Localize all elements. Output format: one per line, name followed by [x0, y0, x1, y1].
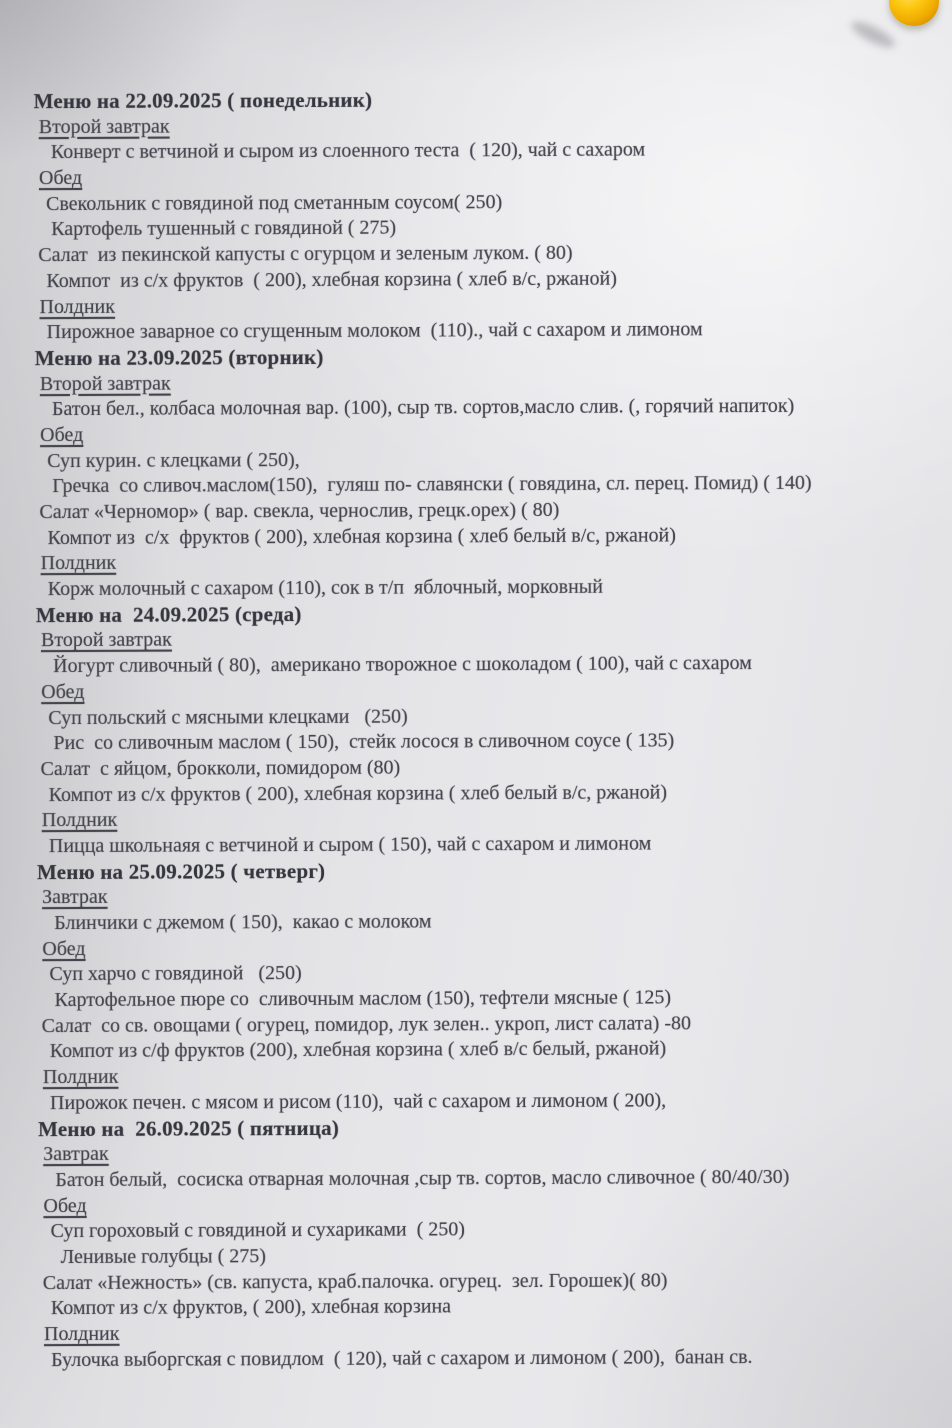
menu-item-line: Компот из с/х фруктов ( 200), хлебная корзина ( хлеб белый в/с, ржаной) [47, 524, 676, 549]
menu-item-line: Компот из с/х фруктов ( 200), хлебная корзина ( хлеб в/с, ржаной) [46, 267, 617, 292]
menu-item-line: Гречка со сливоч.маслом(150), гуляш по- славянски ( говядина, сл. перец. Помид) ( 140) [52, 472, 812, 498]
meal-section-label: Обед [41, 680, 85, 703]
menu-item-line: Суп харчо с говядиной (250) [49, 962, 302, 986]
meal-section-label: Полдник [43, 1322, 120, 1346]
menu-item-line: Картофельное пюре со сливочным маслом (150), тефтели мясные ( 125) [54, 986, 672, 1012]
menu-day [35, 342, 948, 603]
meal-section-label: Второй завтрак [40, 629, 172, 652]
meal-section-label: Второй завтрак [38, 115, 170, 138]
meal-section-label: Полдник [39, 295, 116, 318]
push-pin-icon [889, 0, 939, 26]
meal-section-label: Обед [42, 937, 86, 960]
meal-section-label: Обед [40, 423, 84, 447]
menu-item-line: Свекольник с говядиной под сметанным соусом( 250) [46, 190, 503, 215]
pin-shadow [848, 17, 898, 52]
meal-section-label: Второй завтрак [39, 372, 171, 395]
menu-day-title: Меню на 23.09.2025 (вторник) [34, 344, 324, 371]
menu-item-line: Суп гороховый с говядиной и сухариками ( 250) [50, 1218, 466, 1243]
menu-item-line: Йогурт сливочный ( 80), американо творожное с шоколадом ( 100), чай с сахаром [53, 652, 752, 678]
menu-item-line: Корж молочный с сахаром (110), сок в т/п яблочный, морковный [47, 575, 603, 601]
meal-section-label: Завтрак [42, 886, 108, 909]
meal-section-label: Обед [38, 167, 83, 190]
menu-item-line: Конверт с ветчиной и сыром из слоенного теста ( 120), чай с сахаром [50, 138, 646, 164]
menu-item-line: Салат с яйцом, брокколи, помидором (80) [40, 756, 401, 781]
menu-item-line: Батон белый, сосиска отварная молочная ,сыр тв. сортов, масло сливочное ( 80/40/30) [55, 1165, 790, 1191]
menu-item-line: Пирожок печен. с мясом и рисом (110), чай с сахаром и лимоном ( 200), [49, 1089, 667, 1114]
menu-item-line: Салат «Черномор» ( вар. свекла, чернослив, грецк.орех) ( 80) [39, 498, 560, 524]
menu-item-line: Булочка выборгская с повидлом ( 120), чай с сахаром и лимоном ( 200), банан св. [51, 1345, 753, 1371]
menu-day [38, 1113, 951, 1374]
menu-item-line: Картофель тушенный с говядиной ( 275) [51, 217, 397, 241]
meal-section-label: Обед [43, 1194, 87, 1217]
meal-section-label: Полдник [42, 1065, 119, 1089]
menu-day [36, 599, 949, 860]
menu-day [34, 85, 947, 346]
menu-item-line: Пицца школьнаяя с ветчиной и сыром ( 150), чай с сахаром и лимоном [48, 832, 652, 858]
menu-day [37, 856, 950, 1117]
menu-day-title: Меню на 26.09.2025 ( пятница) [38, 1115, 340, 1141]
meal-section-label: Полдник [41, 809, 118, 832]
menu-item-line: Суп курин. с клецками ( 250), [47, 448, 300, 472]
menu-content [34, 85, 952, 1373]
menu-item-line: Компот из с/х фруктов ( 200), хлебная корзина ( хлеб белый в/с, ржаной) [48, 780, 668, 806]
menu-item-line: Салат из пекинской капусты с огурцом и зеленым луком. ( 80) [38, 241, 573, 267]
menu-day-title: Меню на 22.09.2025 ( понедельник) [33, 87, 373, 114]
menu-item-line: Компот из с/х фруктов, ( 200), хлебная корзина [50, 1295, 452, 1320]
menu-day-title: Меню на 25.09.2025 ( четверг) [36, 858, 326, 884]
menu-item-line: Пирожное заварное со сгущенным молоком (110)., чай с сахаром и лимоном [46, 318, 703, 344]
menu-item-line: Салат со св. овощами ( огурец, помидор, лук зелен.. укроп, лист салата) -80 [41, 1012, 692, 1037]
meal-section-label: Завтрак [43, 1143, 109, 1166]
menu-day-title: Меню на 24.09.2025 (среда) [35, 601, 302, 627]
menu-item-line: Салат «Нежность» (св. капуста, краб.палочка. огурец. зел. Горошек)( 80) [42, 1269, 668, 1294]
menu-item-line: Ленивые голубцы ( 275) [55, 1245, 266, 1269]
menu-item-line: Суп польский с мясными клецками (250) [48, 705, 408, 729]
menu-item-line: Блинчики с джемом ( 150), какао с молоком [54, 910, 432, 935]
menu-item-line: Рис со сливочным маслом ( 150), стейк лосося в сливочном соусе ( 135) [53, 729, 675, 755]
menu-item-line: Батон бел., колбаса молочная вар. (100), сыр тв. сортов,масло слив. (, горячий напиток) [51, 395, 795, 421]
menu-item-line: Компот из с/ф фруктов (200), хлебная корзина ( хлеб в/с белый, ржаной) [49, 1037, 667, 1063]
meal-section-label: Полдник [40, 552, 117, 575]
